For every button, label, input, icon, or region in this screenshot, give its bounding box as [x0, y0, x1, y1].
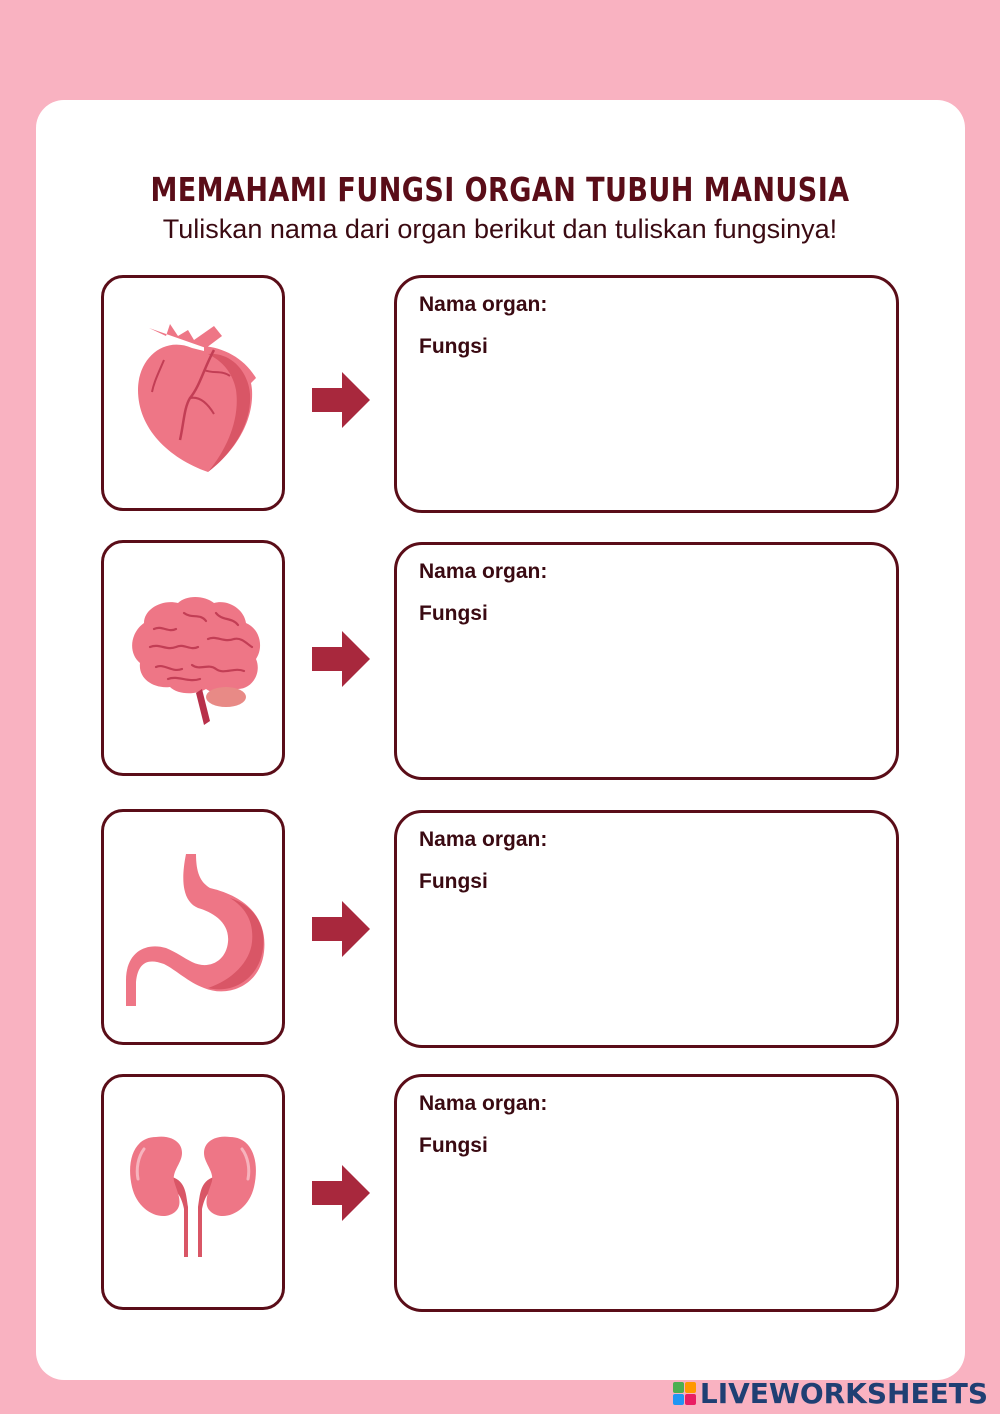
arrow-right-icon: [312, 1165, 370, 1221]
organ-image-box: [101, 275, 285, 511]
answer-box[interactable]: [394, 1074, 899, 1312]
heart-icon: [104, 278, 282, 508]
worksheet-title: MEMAHAMI FUNGSI ORGAN TUBUH MANUSIA: [150, 170, 850, 209]
organ-function-label: Fungsi: [419, 335, 488, 358]
arrow-right-icon: [312, 372, 370, 428]
logo-blocks-icon: [673, 1382, 696, 1405]
organ-function-label: Fungsi: [419, 1134, 488, 1157]
organ-function-label: Fungsi: [419, 602, 488, 625]
answer-box[interactable]: [394, 810, 899, 1048]
organ-name-label: Nama organ:: [419, 293, 548, 316]
organ-name-label: Nama organ:: [419, 1092, 548, 1115]
answer-box[interactable]: [394, 275, 899, 513]
brain-icon: [104, 543, 282, 773]
kidneys-icon: [104, 1077, 282, 1307]
organ-image-box: [101, 1074, 285, 1310]
answer-box[interactable]: [394, 542, 899, 780]
organ-image-box: [101, 540, 285, 776]
organ-name-label: Nama organ:: [419, 828, 548, 851]
liveworksheets-logo: [673, 1378, 988, 1408]
stomach-icon: [104, 812, 282, 1042]
brand-name: LIVEWORKSHEETS: [699, 1376, 988, 1410]
arrow-right-icon: [312, 901, 370, 957]
organ-function-label: Fungsi: [419, 870, 488, 893]
organ-name-label: Nama organ:: [419, 560, 548, 583]
arrow-right-icon: [312, 631, 370, 687]
organ-image-box: [101, 809, 285, 1045]
worksheet-instructions: Tuliskan nama dari organ berikut dan tuliskan fungsinya!: [162, 214, 838, 244]
